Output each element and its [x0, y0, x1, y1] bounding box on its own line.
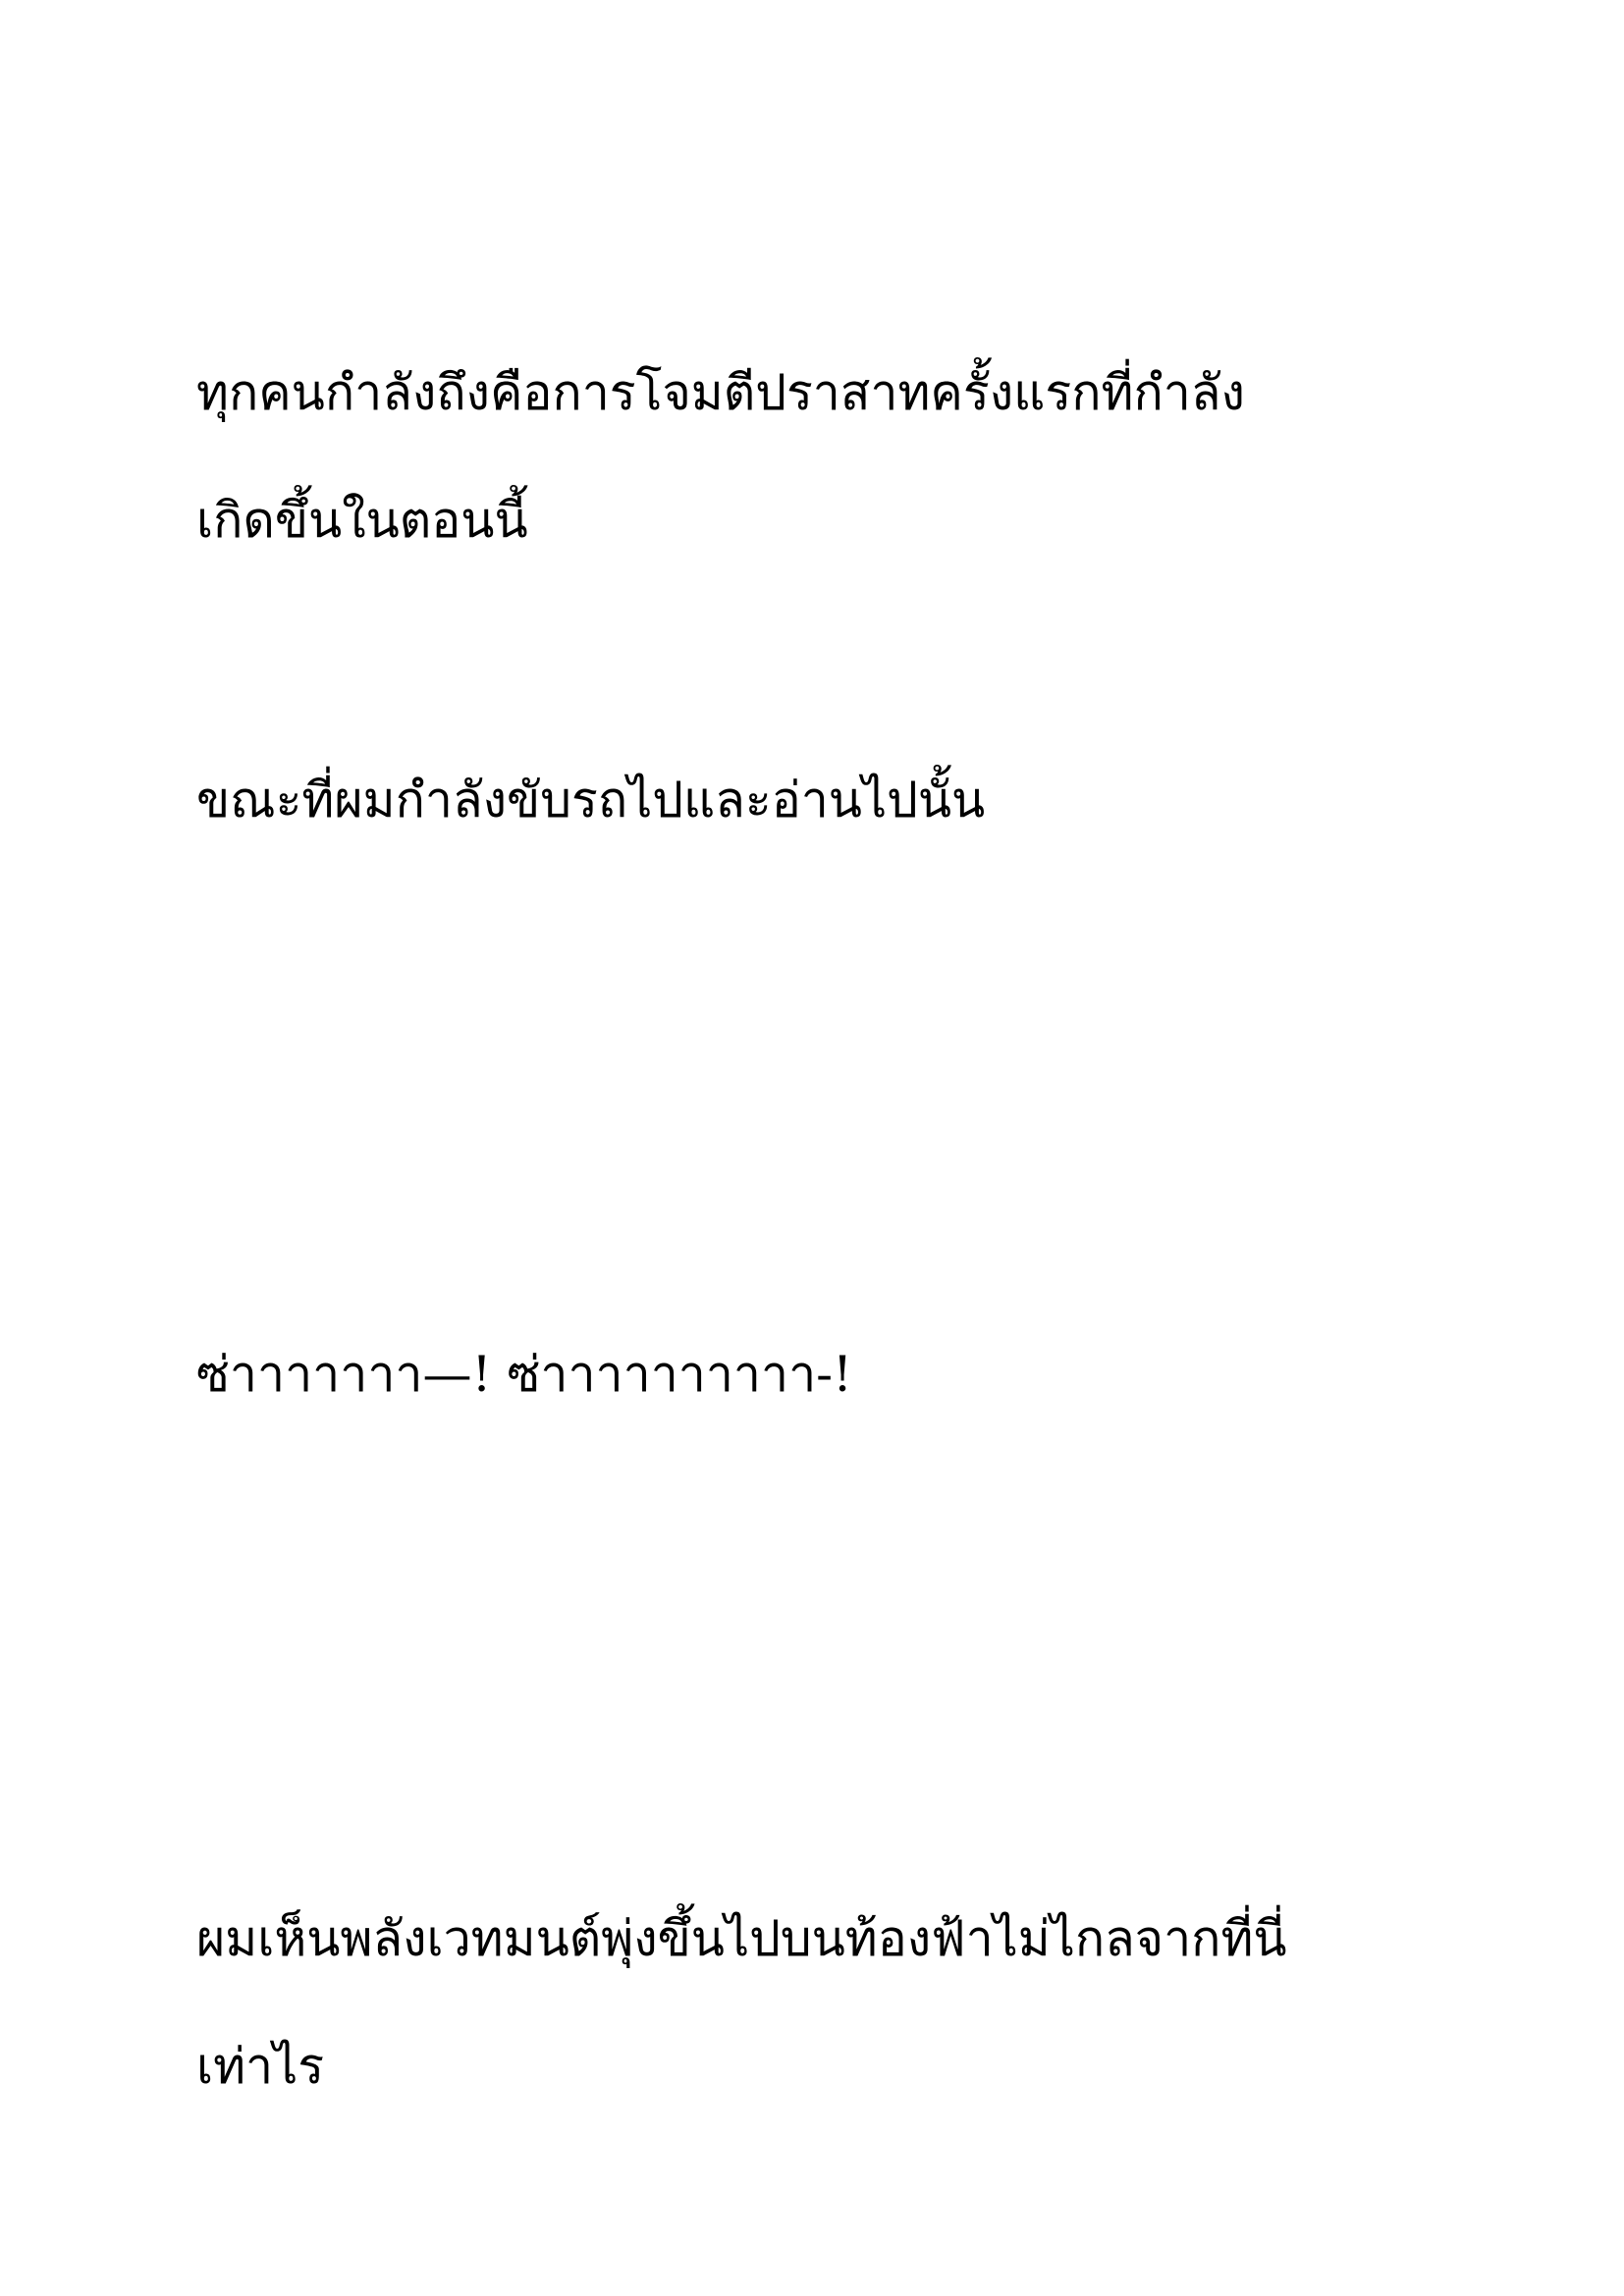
paragraph-2-line-1: ขณะที่ผมกำลังขับรถไปและอ่านไปนั้น: [196, 772, 986, 828]
paragraph-4-line-1: ผมเห็นพลังเวทมนต์พุ่งขึ้นไปบนท้องฟ้าไม่ไกลจากที่นี่: [196, 1910, 1287, 1967]
paragraph-1-line-2: เกิดขึ้นในตอนนี้: [196, 492, 528, 549]
paragraph-4-line-2: เท่าไร: [196, 2038, 325, 2095]
paragraph-1-line-1: ทุกคนกำลังถึงคือการโจมตีปราสาทครั้งแรกที่กำลัง: [196, 364, 1245, 421]
paragraph-3-sound-effect: ซ่าาาาาาา—! ซ่าาาาาาาาาา-!: [196, 1346, 853, 1403]
